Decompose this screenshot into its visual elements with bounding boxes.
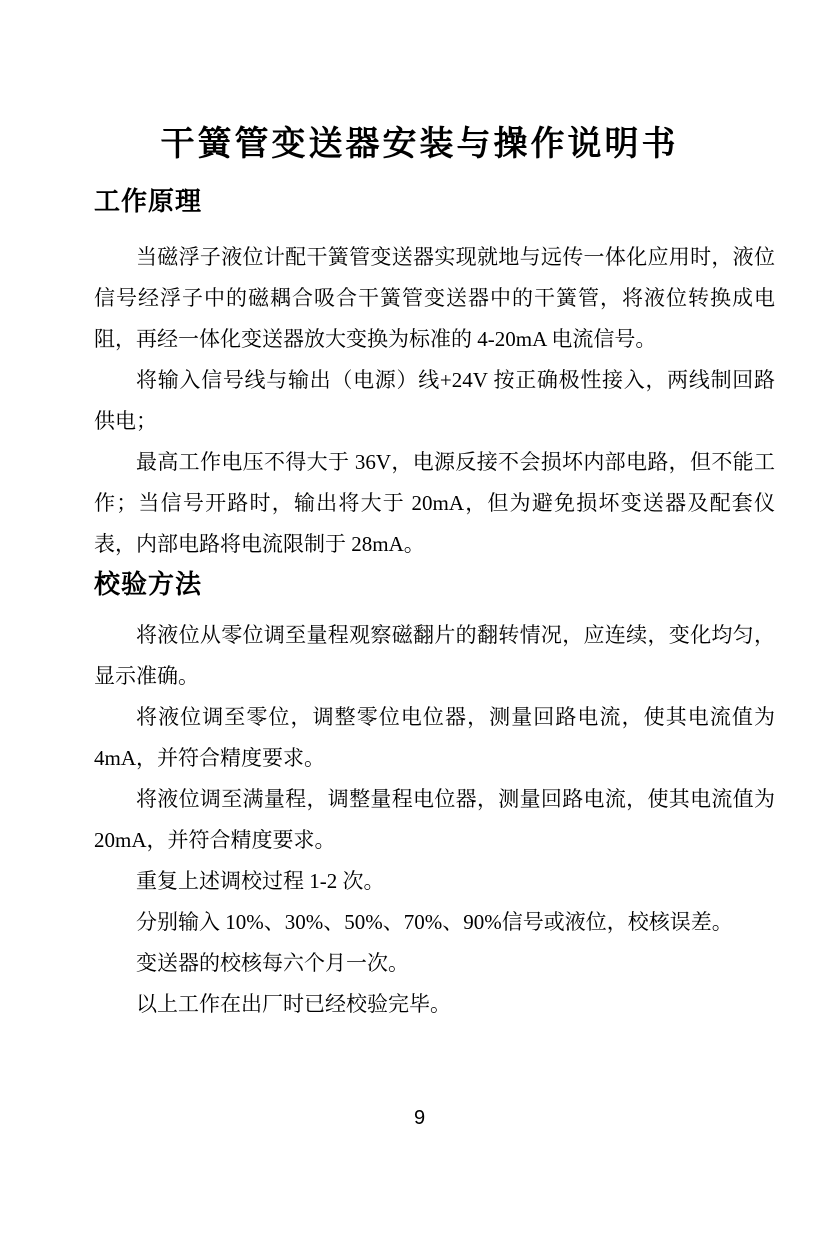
section-heading-calibration-method: 校验方法 [94, 569, 203, 599]
paragraph: 重复上述调校过程 1-2 次。 [136, 869, 385, 893]
paragraph: 当磁浮子液位计配干簧管变送器实现就地与远传一体化应用时，液位信号经浮子中的磁耦合吸合干簧管变送器中的干簧管，将液位转换成电阻，再经一体化变送器放大变换为标准的 4-20mA 电流信号。 [94, 245, 775, 351]
paragraph: 最高工作电压不得大于 36V，电源反接不会损坏内部电路，但不能工作；当信号开路时，输出将大于 20mA，但为避免损坏变送器及配套仪表，内部电路将电流限制于 28mA。 [94, 450, 775, 556]
section-body-working-principle [94, 237, 775, 565]
section-heading-working-principle: 工作原理 [94, 186, 203, 216]
section-body-calibration-method [94, 615, 775, 1025]
paragraph: 将液位调至零位，调整零位电位器，测量回路电流，使其电流值为 4mA，并符合精度要求。 [94, 705, 775, 770]
paragraph: 变送器的校核每六个月一次。 [136, 951, 409, 975]
paragraph: 以上工作在出厂时已经校验完毕。 [136, 992, 451, 1016]
paragraph: 将输入信号线与输出（电源）线+24V 按正确极性接入，两线制回路供电； [94, 368, 775, 433]
document-title: 干簧管变送器安装与操作说明书 [160, 126, 679, 163]
paragraph: 将液位调至满量程，调整量程电位器，测量回路电流，使其电流值为 20mA，并符合精度要求。 [94, 787, 775, 852]
paragraph: 分别输入 10%、30%、50%、70%、90%信号或液位，校核误差。 [136, 910, 733, 934]
page-number: 9 [413, 1107, 426, 1129]
paragraph: 将液位从零位调至量程观察磁翻片的翻转情况，应连续，变化均匀，显示准确。 [94, 623, 775, 688]
